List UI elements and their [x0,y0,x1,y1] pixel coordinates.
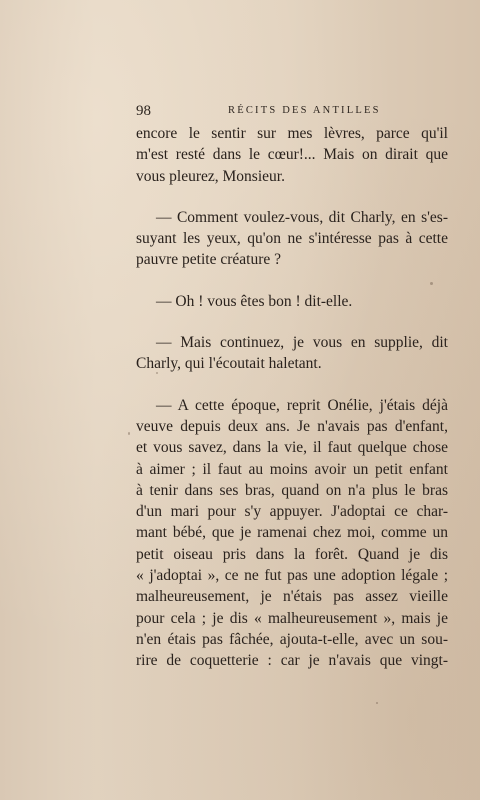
text-line: petit oiseau pris dans la forêt. Quand je dis [136,545,448,563]
page-header [136,102,448,120]
paper-speck [128,432,130,435]
body-text [136,123,448,672]
text-line: veuve depuis deux ans. Je n'avais pas d'enfant, [136,417,448,435]
text-line: malheureusement, je n'étais pas assez vieille [136,588,448,606]
text-line: pauvre petite créature ? [136,251,282,269]
text-line: encore le sentir sur mes lèvres, parce qu'il [136,125,448,142]
paragraph [136,291,448,312]
text-line: vous pleurez, Monsieur. [136,167,285,185]
paragraph [136,332,448,375]
paragraph-gap [136,271,448,291]
text-line: « j'adoptai », ce ne fut pas une adoption légale ; [136,567,448,585]
paper-speck [430,282,433,285]
text-line: — A cette époque, reprit Onélie, j'étais déjà [156,396,448,414]
text-line: rire de coquetterie : car je n'avais que vingt- [136,652,448,670]
text-line: mant bébé, que je ramenai chez moi, comme un [136,524,448,542]
paragraph [136,207,448,271]
text-line: à aimer ; il faut au moins avoir un petit enfant [136,460,448,478]
running-title: RÉCITS DES ANTILLES [228,105,381,116]
text-line: à tenir dans ses bras, quand on n'a plus le bras [136,481,448,499]
paragraph-gap [136,187,448,207]
text-line: suyant les yeux, qu'on ne s'intéresse pas à cette [136,230,448,248]
text-line: d'un mari pour s'y appuyer. J'adoptai ce char- [136,503,448,521]
text-line: Charly, qui l'écoutait haletant. [136,355,322,373]
text-line: n'en étais pas fâchée, ajouta-t-elle, avec un sou- [136,630,448,648]
text-line: — Comment voulez-vous, dit Charly, en s'es- [156,208,448,226]
text-line: — Mais continuez, je vous en supplie, dit [156,334,448,352]
text-line: — Oh ! vous êtes bon ! dit-elle. [156,292,353,310]
paper-speck [376,702,378,704]
paragraph [136,395,448,672]
paper-speck [156,372,158,374]
paragraph [136,123,448,187]
text-line: et vous savez, dans la vie, il faut quelque chose [136,439,448,457]
paragraph-gap [136,312,448,332]
text-line: m'est resté dans le cœur!... Mais on dirait que [136,146,448,164]
page-number: 98 [136,103,151,119]
paragraph-gap [136,375,448,395]
text-line: pour cela ; je dis « malheureusement », mais je [136,609,448,627]
